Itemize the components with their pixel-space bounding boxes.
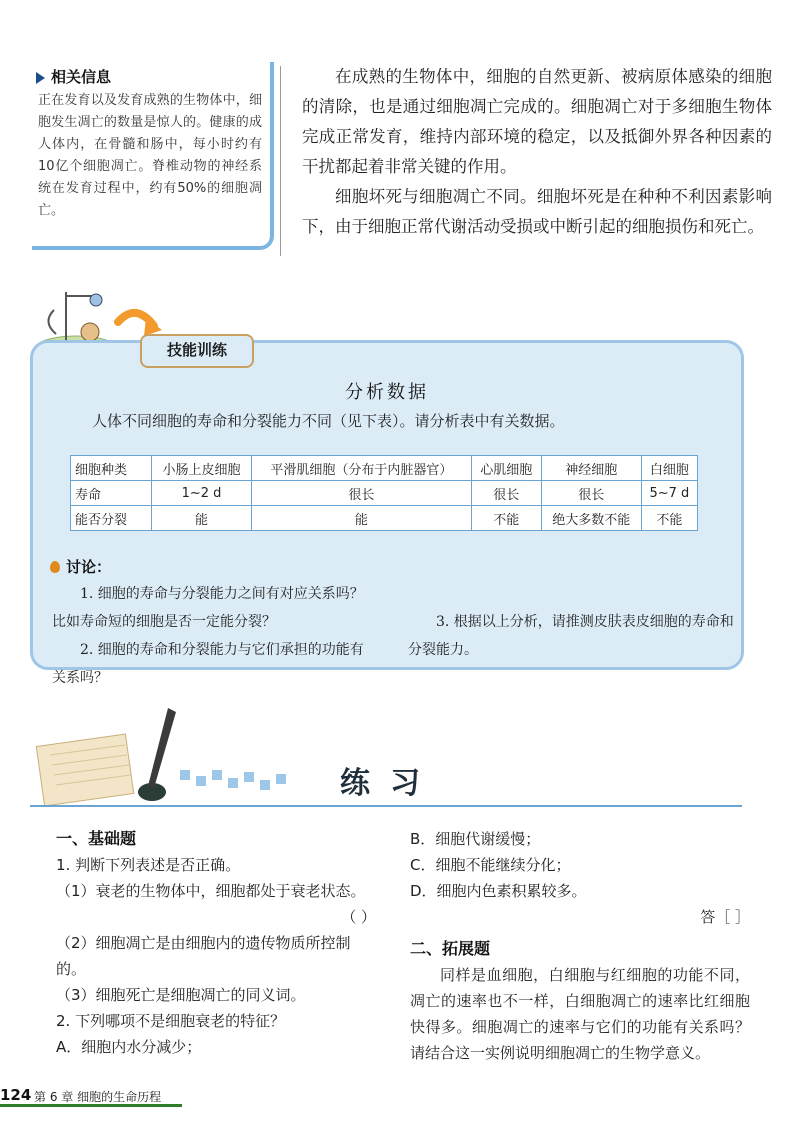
main-paragraph-1: 在成熟的生物体中，细胞的自然更新、被病原体感染的细胞的清除，也是通过细胞凋亡完成的。细胞凋亡对于多细胞生物体完成正常发育，维持内部环境的稳定，以及抵御外界各种因素的干扰都起着非常关键的作用。 (302, 67, 772, 176)
table-header-cell: 细胞种类 (71, 456, 152, 481)
discussion-title (50, 556, 111, 577)
table-row (71, 506, 698, 531)
triangle-icon (36, 72, 45, 84)
option-c: C．细胞不能继续分化； (410, 856, 571, 874)
column-divider (280, 66, 281, 256)
statement-1: （1）衰老的生物体中，细胞都处于衰老状态。 (56, 882, 366, 900)
table-cell: 很长 (252, 481, 472, 506)
table-row (71, 481, 698, 506)
exercise-title: 练习 (340, 766, 440, 801)
table-header-cell: 平滑肌细胞（分布于内脏器官） (252, 456, 472, 481)
main-text (302, 62, 772, 242)
table-cell: 能否分裂 (71, 506, 152, 531)
table-header-cell: 小肠上皮细胞 (152, 456, 252, 481)
table-cell: 很长 (541, 481, 641, 506)
discussion-title-text: 讨论： (66, 558, 112, 576)
discussion-question-3: 3. 根据以上分析，请推测皮肤表皮细胞的寿命和分裂能力。 (408, 614, 734, 658)
table-cell: 很长 (471, 481, 541, 506)
footer-bar (0, 1104, 182, 1107)
info-title-text: 相关信息 (51, 68, 112, 86)
info-text: 正在发育以及发育成熟的生物体中，细胞发生凋亡的数量是惊人的。健康的成人体内，在骨髓和肠中，每小时约有10亿个细胞凋亡。脊椎动物的神经系统在发育过程中，约有50%的细胞凋亡。 (38, 93, 262, 218)
section-extension-title: 二、拓展题 (410, 939, 491, 958)
skill-training-tab: 技能训练 (140, 334, 254, 368)
panel-heading: 分析数据 (345, 382, 429, 403)
table-cell: 5~7 d (641, 481, 697, 506)
drop-icon (50, 561, 60, 573)
exercise-left-column (56, 826, 376, 1060)
table-cell: 寿命 (71, 481, 152, 506)
table-cell: 能 (252, 506, 472, 531)
option-b: B．细胞代谢缓慢； (410, 830, 541, 848)
table-cell: 绝大多数不能 (541, 506, 641, 531)
table-cell: 能 (152, 506, 252, 531)
question-2: 2. 下列哪项不是细胞衰老的特征？ (56, 1012, 286, 1030)
main-paragraph-2: 细胞坏死与细胞凋亡不同。细胞坏死是在种种不利因素影响下，由于细胞正常代谢活动受损或中断引起的细胞损伤和死亡。 (302, 187, 772, 236)
related-info-box (32, 62, 272, 248)
cell-data-table (70, 455, 698, 531)
option-a: A．细胞内水分减少； (56, 1038, 202, 1056)
discussion-question-2: 2. 细胞的寿命和分裂能力与它们承担的功能有关系吗？ (52, 642, 364, 686)
option-d: D．细胞内色素积累较多。 (410, 882, 587, 900)
extension-question: 同样是血细胞，白细胞与红细胞的功能不同，凋亡的速率也不一样，白细胞凋亡的速率比红细胞快得多。细胞凋亡的速率与它们的功能有关系吗？请结合这一实例说明细胞凋亡的生物学意义。 (410, 966, 750, 1062)
chapter-label: 第 6 章 细胞的生命历程 (34, 1090, 162, 1104)
answer-bracket: 答［ ］ (700, 908, 750, 926)
table-cell: 不能 (641, 506, 697, 531)
panel-intro: 人体不同细胞的寿命和分裂能力不同（见下表）。请分析表中有关数据。 (92, 412, 565, 430)
table-header-row (71, 456, 698, 481)
exercise-divider (30, 805, 742, 807)
discussion-right-column (408, 580, 738, 664)
exercise-right-column (410, 826, 750, 1066)
info-title (36, 66, 111, 87)
statement-2: （2）细胞凋亡是由细胞内的遗传物质所控制的。 (56, 934, 351, 978)
answer-paren-1: （ ） (341, 908, 376, 926)
discussion-left-column (52, 580, 372, 692)
section-basic-title: 一、基础题 (56, 829, 137, 848)
table-header-cell: 白细胞 (641, 456, 697, 481)
table-header-cell: 神经细胞 (541, 456, 641, 481)
discussion-question-1: 1. 细胞的寿命与分裂能力之间有对应关系吗？比如寿命短的细胞是否一定能分裂？ (52, 586, 364, 630)
statement-3: （3）细胞死亡是细胞凋亡的同义词。 (56, 986, 306, 1004)
table-cell: 不能 (471, 506, 541, 531)
table-cell: 1~2 d (152, 481, 252, 506)
page-number: 124 (0, 1086, 32, 1104)
question-1: 1. 判断下列表述是否正确。 (56, 856, 241, 874)
table-header-cell: 心肌细胞 (471, 456, 541, 481)
